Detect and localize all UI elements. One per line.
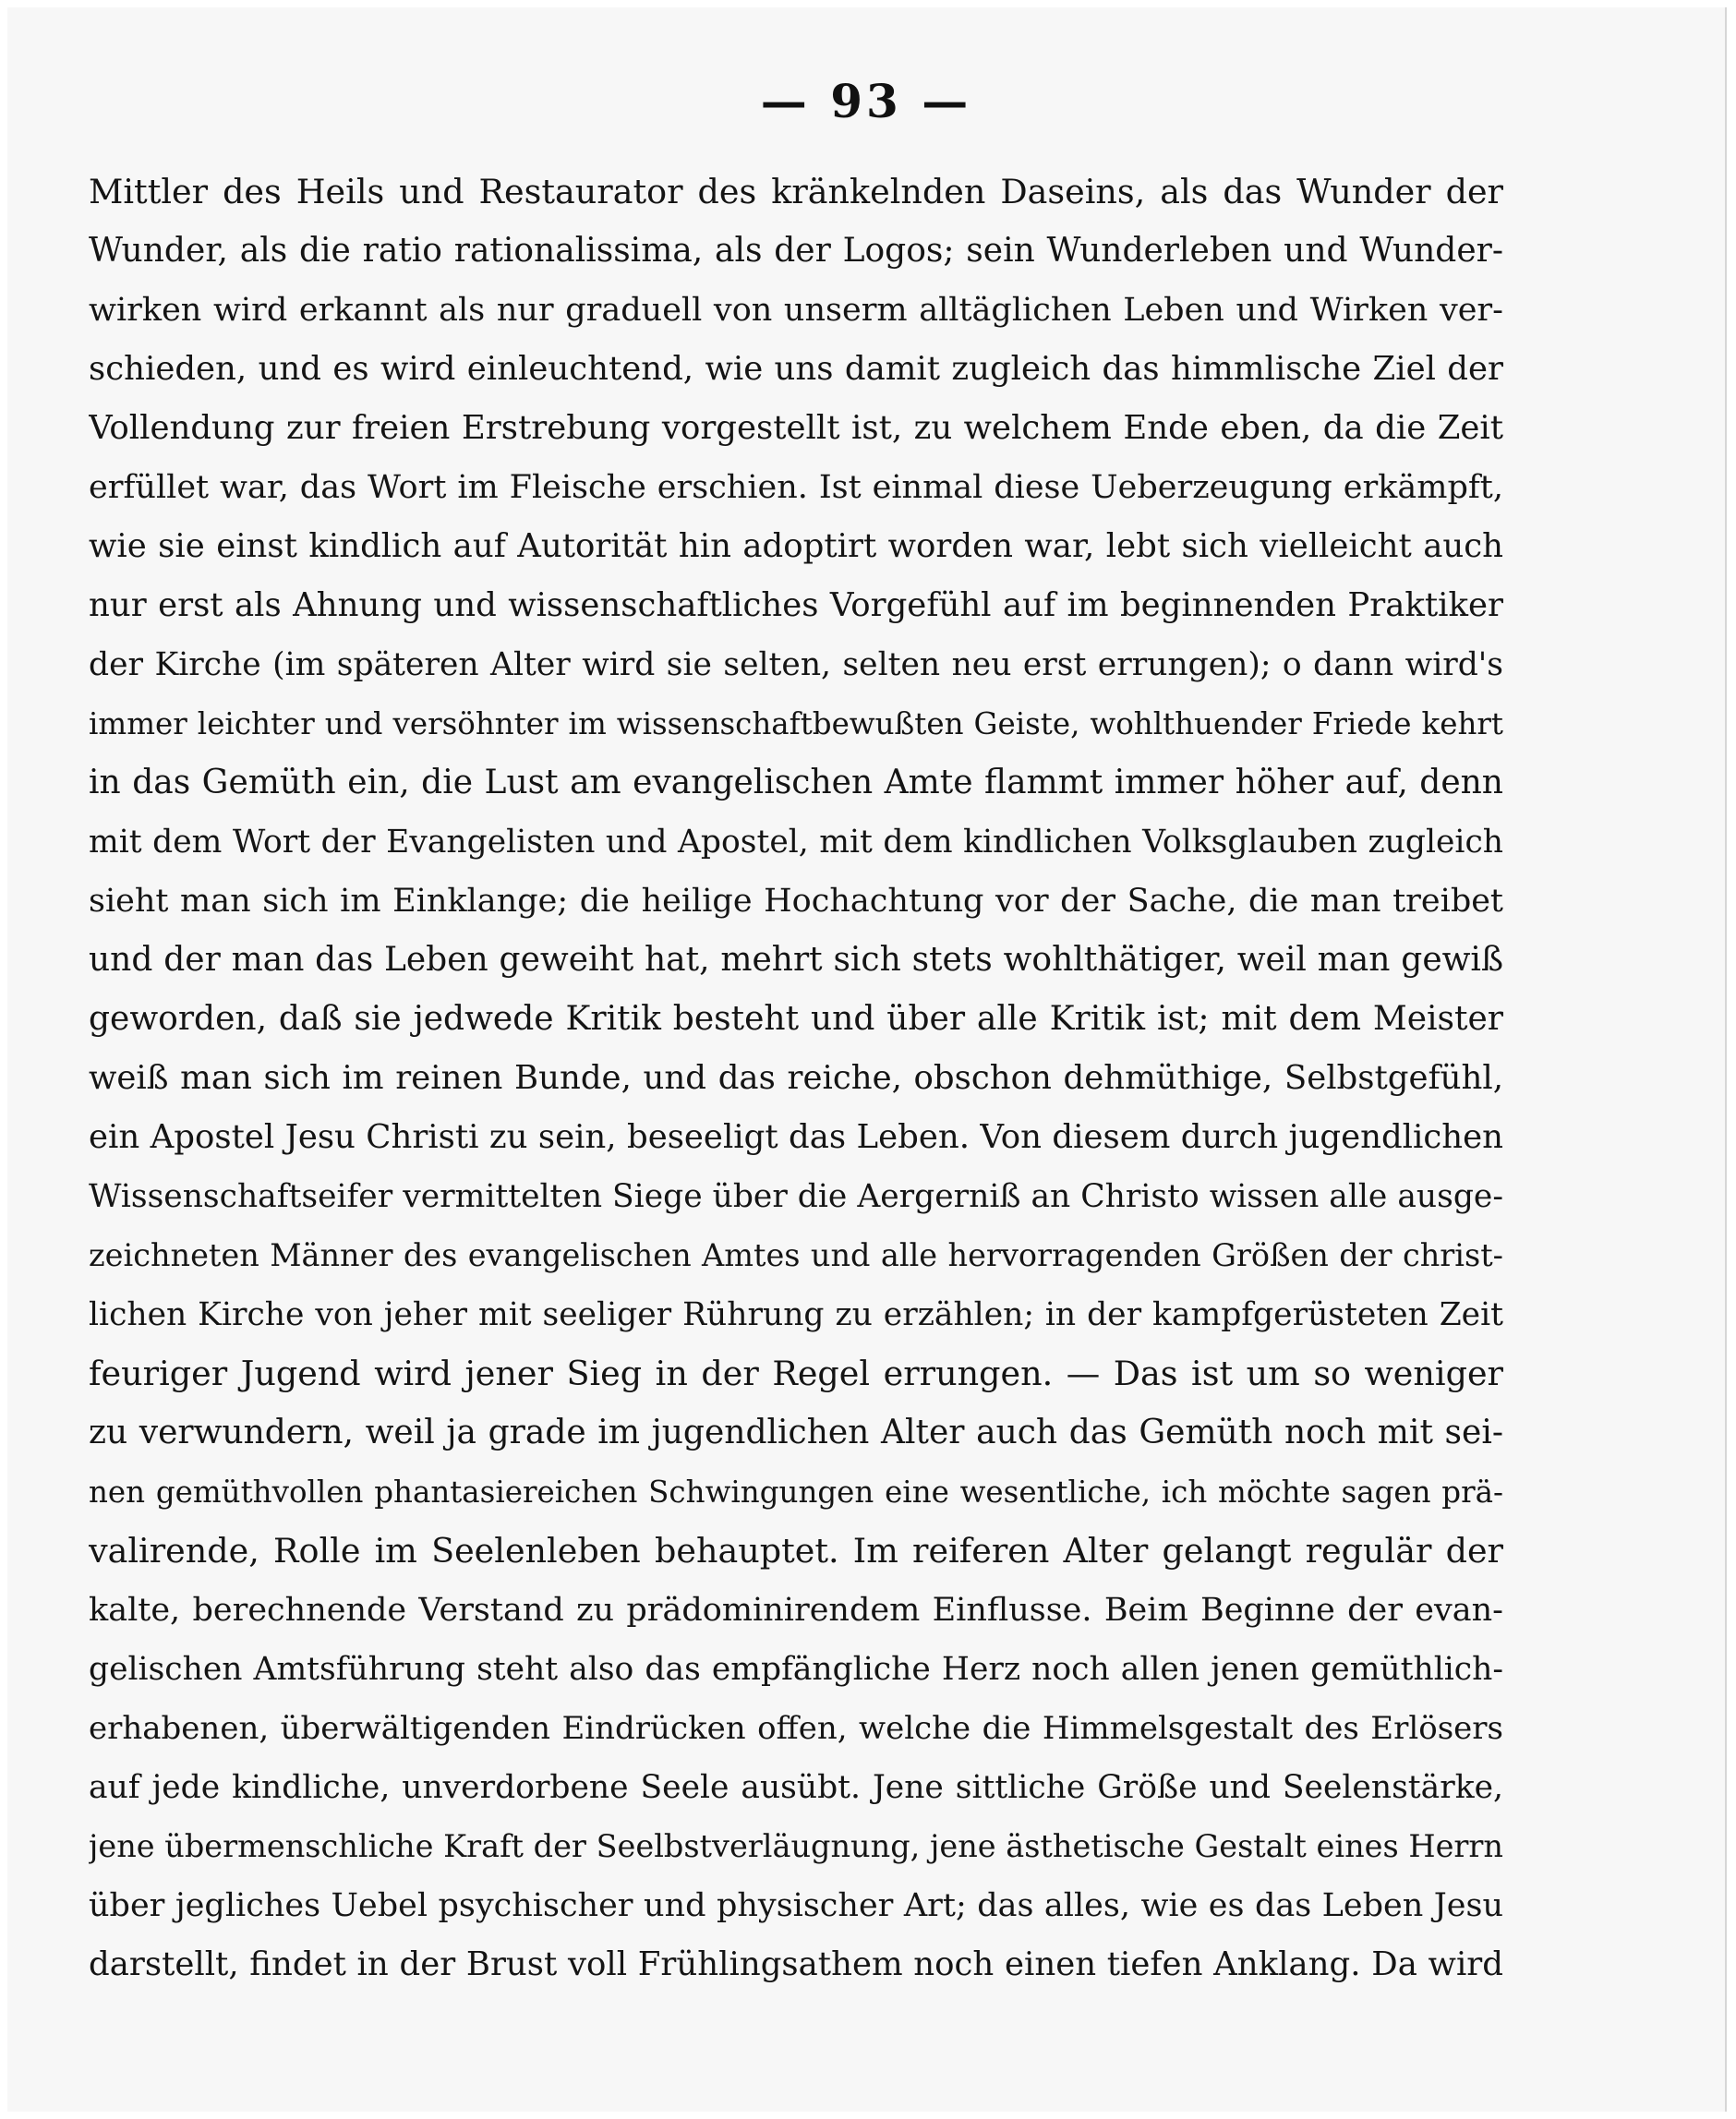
text-line: Wunder, als die ratio rationalissima, als der Logos; sein Wunderleben und Wunder- xyxy=(89,232,1503,270)
text-line: der Kirche (im späteren Alter wird sie selten, selten neu erst errungen); o dann wird's xyxy=(89,646,1503,683)
text-line: auf jede kindliche, unverdorbene Seele ausübt. Jene sittliche Größe und Seelenstärke, xyxy=(89,1769,1503,1806)
text-line: valirende, Rolle im Seelenleben behauptet. Im reiferen Alter gelangt regulär der xyxy=(89,1531,1503,1571)
text-line: wirken wird erkannt als nur graduell von unserm alltäglichen Leben und Wirken ver- xyxy=(89,292,1503,329)
text-line: gelischen Amtsführung steht also das empfängliche Herz noch allen jenen gemüthlich- xyxy=(89,1651,1503,1688)
text-line: in das Gemüth ein, die Lust am evangelischen Amte flammt immer höher auf, denn xyxy=(89,764,1503,801)
text-line: ein Apostel Jesu Christi zu sein, beseeligt das Leben. Von diesem durch jugendlichen xyxy=(89,1118,1503,1156)
text-line: und der man das Leben geweiht hat, mehrt sich stets wohlthätiger, weil man gewiß xyxy=(89,941,1503,979)
text-line: geworden, daß sie jedwede Kritik besteht und über alle Kritik ist; mit dem Meister xyxy=(89,1000,1503,1038)
text-line: jene übermenschliche Kraft der Seelbstverläugnung, jene ästhetische Gestalt eines Herrn xyxy=(89,1828,1503,1864)
text-line: weiß man sich im reinen Bunde, und das reiche, obschon dehmüthige, Selbstgefühl, xyxy=(89,1059,1503,1097)
text-line: über jegliches Uebel psychischer und physischer Art; das alles, wie es das Leben Jesu xyxy=(89,1887,1503,1924)
text-line: wie sie einst kindlich auf Autorität hin adoptirt worden war, lebt sich vielleicht auch xyxy=(89,527,1503,565)
page-number: — 93 — xyxy=(760,74,972,128)
text-line: zeichneten Männer des evangelischen Amtes und alle hervorragenden Größen der christ- xyxy=(89,1237,1503,1273)
text-line: Mittler des Heils und Restaurator des kränkelnden Daseins, als das Wunder der xyxy=(89,172,1503,211)
text-line: zu verwundern, weil ja grade im jugendlichen Alter auch das Gemüth noch mit sei- xyxy=(89,1414,1503,1451)
text-line: erfüllet war, das Wort im Fleische erschien. Ist einmal diese Ueberzeugung erkämpft, xyxy=(89,469,1503,506)
book-page xyxy=(7,7,1727,2112)
text-line: nen gemüthvollen phantasiereichen Schwingungen eine wesentliche, ich möchte sagen prä- xyxy=(89,1475,1503,1510)
text-line: lichen Kirche von jeher mit seeliger Rührung zu erzählen; in der kampfgerüsteten Zeit xyxy=(89,1296,1503,1333)
text-line: Vollendung zur freien Erstrebung vorgestellt ist, zu welchem Ende eben, da die Zeit xyxy=(89,409,1503,447)
text-line: nur erst als Ahnung und wissenschaftliches Vorgefühl auf im beginnenden Praktiker xyxy=(89,586,1503,624)
text-line: immer leichter und versöhnter im wissenschaftbewußten Geiste, wohlthuender Friede kehrt xyxy=(89,706,1503,741)
text-line: darstellt, findet in der Brust voll Frühlingsathem noch einen tiefen Anklang. Da wird xyxy=(89,1945,1503,1983)
text-line: Wissenschaftseifer vermittelten Siege über die Aergerniß an Christo wissen alle ausge- xyxy=(89,1178,1503,1215)
text-line: kalte, berechnende Verstand zu prädominirendem Einflusse. Beim Beginne der evan- xyxy=(89,1592,1503,1629)
text-line: feuriger Jugend wird jener Sieg in der Regel errungen. — Das ist um so weniger xyxy=(89,1354,1503,1393)
text-line: erhabenen, überwältigenden Eindrücken offen, welche die Himmelsgestalt des Erlösers xyxy=(89,1710,1503,1747)
body-text xyxy=(89,163,1503,1994)
text-line: mit dem Wort der Evangelisten und Apostel, mit dem kindlichen Volksglauben zugleich xyxy=(89,824,1503,861)
text-line: schieden, und es wird einleuchtend, wie uns damit zugleich das himmlische Ziel der xyxy=(89,350,1503,388)
text-line: sieht man sich im Einklange; die heilige Hochachtung vor der Sache, die man treibet xyxy=(89,883,1503,920)
